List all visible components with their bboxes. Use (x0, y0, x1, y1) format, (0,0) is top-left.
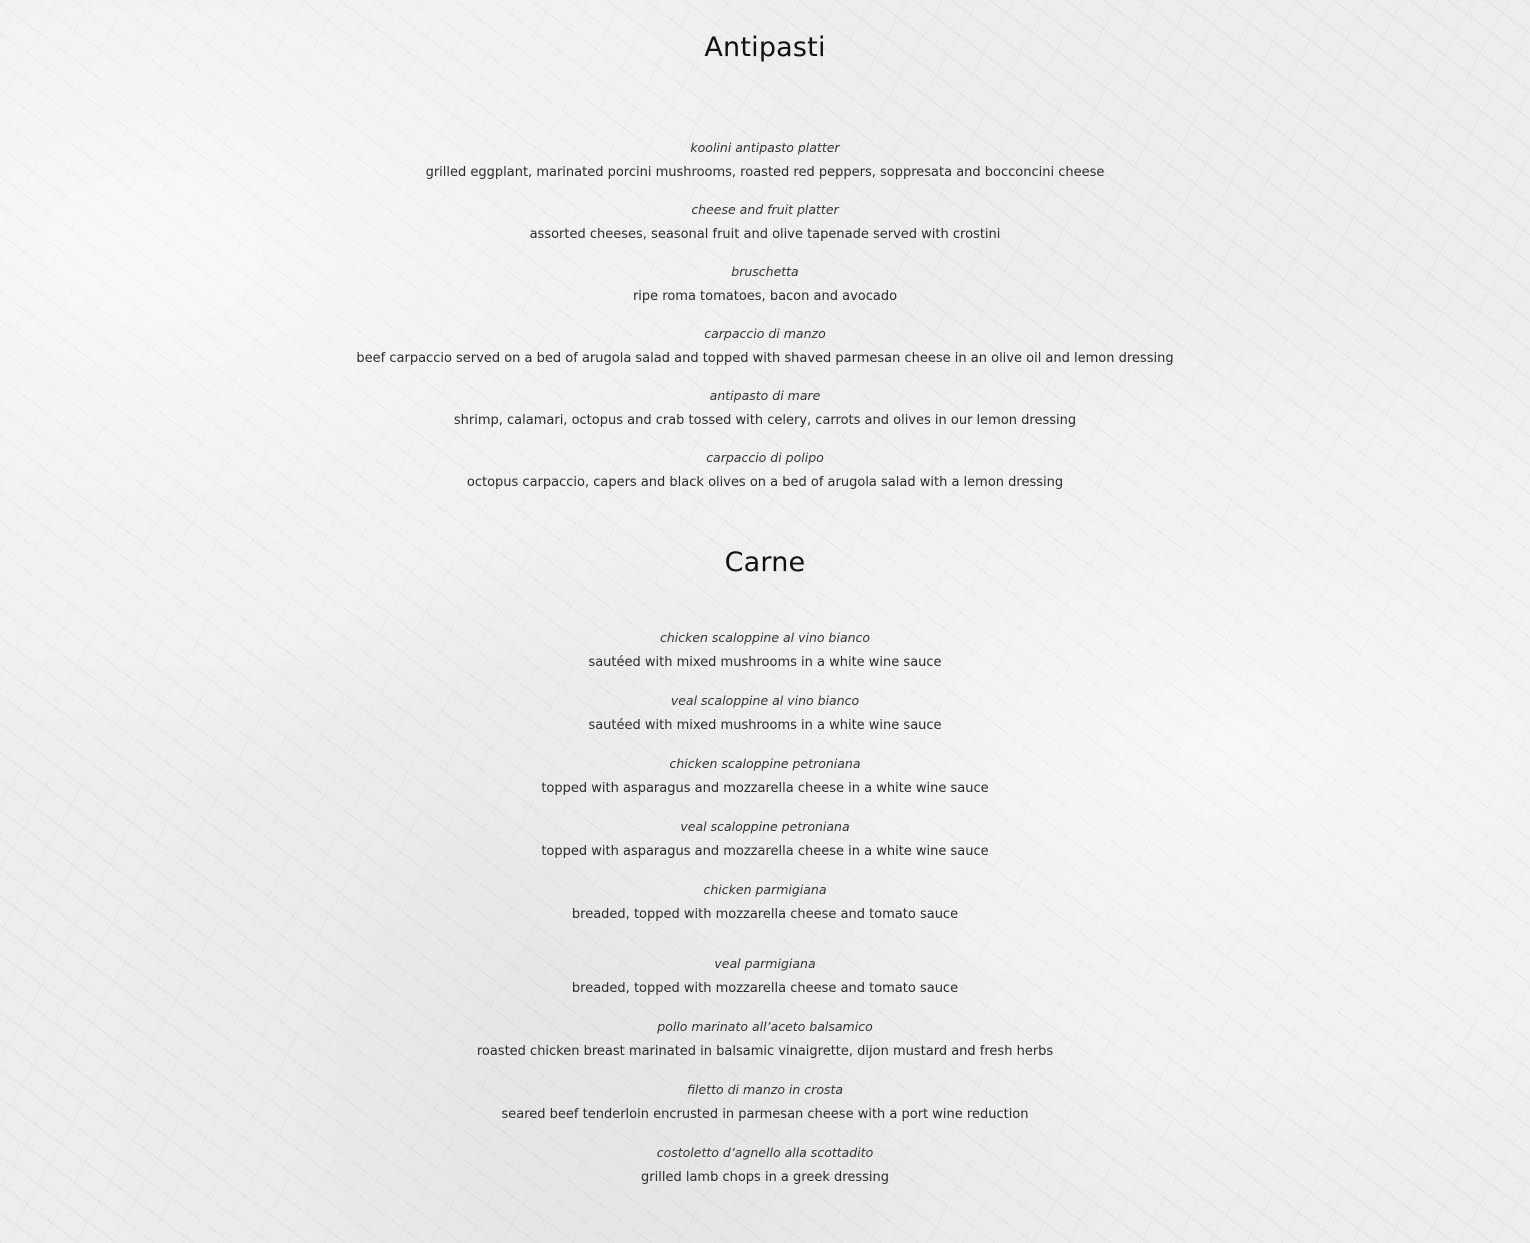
menu-item-name: costoletto d’agnello alla scottadito (656, 1145, 874, 1160)
menu-item-name: carpaccio di manzo (704, 326, 826, 341)
menu-item-description: topped with asparagus and mozzarella cheese in a white wine sauce (541, 844, 989, 859)
menu-item-description: topped with asparagus and mozzarella cheese in a white wine sauce (541, 781, 989, 796)
menu-item (0, 956, 1530, 998)
menu-item-name: chicken parmigiana (703, 882, 827, 897)
menu-item-description: sautéed with mixed mushrooms in a white wine sauce (588, 655, 942, 670)
menu-item (0, 819, 1530, 861)
menu-item (0, 1019, 1530, 1061)
menu-item (0, 450, 1530, 492)
menu-item-name: carpaccio di polipo (706, 450, 824, 465)
menu-item-name: cheese and fruit platter (691, 202, 839, 217)
menu-item-description: breaded, topped with mozzarella cheese and tomato sauce (571, 907, 959, 922)
section-antipasti (0, 0, 1530, 492)
menu-item-name: chicken scaloppine al vino bianco (659, 630, 871, 645)
menu-item-description: sautéed with mixed mushrooms in a white wine sauce (588, 718, 942, 733)
menu-item-description: breaded, topped with mozzarella cheese and tomato sauce (571, 981, 959, 996)
section-title: Antipasti (704, 32, 826, 63)
menu-item-name: veal scaloppine petroniana (680, 819, 850, 834)
menu-item-name: chicken scaloppine petroniana (669, 756, 861, 771)
menu-item-name: bruschetta (731, 264, 799, 279)
menu-item-list (0, 140, 1530, 492)
menu-item-description: ripe roma tomatoes, bacon and avocado (632, 289, 898, 304)
menu-item (0, 202, 1530, 244)
menu-item-name: filetto di manzo in crosta (686, 1082, 844, 1097)
menu-item (0, 326, 1530, 368)
menu-item-name: antipasto di mare (709, 388, 821, 403)
menu-item (0, 630, 1530, 672)
menu-item-description: grilled lamb chops in a greek dressing (641, 1170, 889, 1185)
menu-item-name: veal parmigiana (714, 956, 816, 971)
menu-item (0, 756, 1530, 798)
menu-item-name: pollo marinato all’aceto balsamico (657, 1019, 873, 1034)
menu-item-description: octopus carpaccio, capers and black olives on a bed of arugola salad with a lemon dressing (466, 475, 1064, 490)
menu-item-description: roasted chicken breast marinated in balsamic vinaigrette, dijon mustard and fresh herbs (476, 1044, 1054, 1059)
menu-item (0, 388, 1530, 430)
menu-item-description: shrimp, calamari, octopus and crab tossed with celery, carrots and olives in our lemon dressing (453, 413, 1077, 428)
menu-item (0, 693, 1530, 735)
menu-item (0, 140, 1530, 182)
menu-item (0, 1082, 1530, 1124)
section-carne (0, 547, 1530, 1187)
menu-item-description: seared beef tenderloin encrusted in parmesan cheese with a port wine reduction (501, 1107, 1029, 1122)
section-title: Carne (724, 547, 806, 578)
menu-item-description: beef carpaccio served on a bed of arugola salad and topped with shaved parmesan cheese in an olive oil and lemon dressing (356, 351, 1174, 366)
menu-item-description: grilled eggplant, marinated porcini mushrooms, roasted red peppers, soppresata and bocconcini cheese (425, 165, 1105, 180)
menu-item-name: veal scaloppine al vino bianco (670, 693, 860, 708)
menu-item-list (0, 630, 1530, 1187)
menu-item (0, 882, 1530, 924)
menu-item-description: assorted cheeses, seasonal fruit and olive tapenade served with crostini (529, 227, 1001, 242)
menu-item (0, 264, 1530, 306)
menu-item-name: koolini antipasto platter (690, 140, 840, 155)
menu-item (0, 1145, 1530, 1187)
